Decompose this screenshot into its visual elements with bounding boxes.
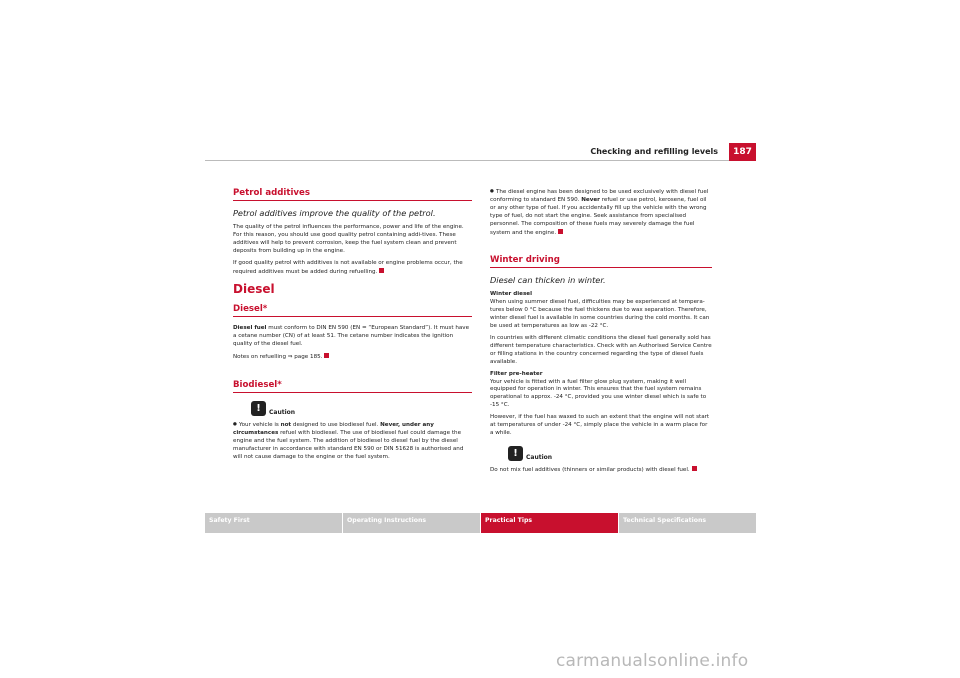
- watermark: carmanualsonline.info: [556, 651, 749, 671]
- section-heading-biodiesel: Biodiesel*: [233, 380, 472, 393]
- section-subheading-petrol-additives: Petrol additives improve the quality of the petrol.: [233, 208, 436, 218]
- section-heading-petrol-additives: Petrol additives: [233, 188, 472, 201]
- paragraph-filter-preheater: Filter pre-heater Your vehicle is fitted with a fuel filter glow plug system, making it well equipped for operation in winter. This ensures that the fuel system remains operational to approx. -24 °C, provided you use winter diesel which is safe to -15 °C.: [490, 370, 707, 409]
- section-heading-diesel: Diesel*: [233, 304, 472, 317]
- section-end-marker: [324, 353, 329, 358]
- right-column: [490, 188, 712, 479]
- paragraph-climate-conditions: In countries with different climatic conditions the diesel fuel generally sold has different temperature characteristics. Check with an Authorised Service Centre or filling stations in the country concerned regarding the type of diesel fuels available.: [490, 334, 712, 365]
- paragraph-refuelling-notes: Notes on refuelling ⇒ page 185.: [233, 353, 472, 362]
- footer-tab-technical-specifications[interactable]: Technical Specifications: [619, 513, 756, 533]
- section-end-marker: [558, 229, 563, 234]
- paragraph-diesel-fuel: Diesel fuel must conform to DIN EN 590 (EN = “European Standard”). It must have a cetane number (CN) of at least 51. The cetane number indicates the ignition quality of the diesel fuel.: [233, 325, 470, 348]
- chapter-heading-diesel: Diesel: [233, 282, 275, 297]
- page-number: 187: [729, 143, 756, 161]
- section-heading-winter-driving: Winter driving: [490, 255, 712, 268]
- section-end-marker: [692, 466, 697, 471]
- caution-block: [508, 446, 712, 461]
- caution-label: Caution: [269, 409, 296, 417]
- caution-icon: !: [508, 446, 523, 461]
- paragraph-additive-caution: Do not mix fuel additives (thinners or similar products) with diesel fuel.: [490, 466, 712, 475]
- section-subheading-winter-driving: Diesel can thicken in winter.: [490, 275, 606, 286]
- footer-tab-practical-tips[interactable]: Practical Tips: [481, 513, 618, 533]
- section-end-marker: [379, 268, 384, 273]
- page-header: [205, 143, 756, 161]
- paragraph-diesel-engine-note: ● The diesel engine has been designed to be used exclusively with diesel fuel conforming to standard EN 590. Never refuel or use petrol, kerosene, fuel oil or any other type of fuel. If you accidentally fill up the vehicle with the wrong type of fuel, do not start the engine. Seek assistance from specialised personnel. The composition of these fuels may severely damage the fuel system and the engine.: [490, 188, 712, 237]
- footer-tab-safety-first[interactable]: Safety First: [205, 513, 342, 533]
- caution-icon: !: [251, 401, 266, 416]
- paragraph-petrol-additives: If good quality petrol with additives is not available or engine problems occur, the required additives must be added during refuelling.: [233, 259, 463, 275]
- header-rule: [205, 160, 756, 161]
- header-title: Checking and refilling levels: [590, 147, 718, 156]
- paragraph-petrol-quality: The quality of the petrol influences the performance, power and life of the engine. For this reason, you should use good quality petrol containing addi-tives. These additives will help to prevent corrosion, keep the fuel system clean and prevent deposits from building up in the engine.: [233, 224, 464, 254]
- paragraph-winter-diesel: Winter diesel When using summer diesel fuel, difficulties may be experienced at tempera-tures below 0 °C because the fuel thickens due to wax separation. Therefore, winter diesel fuel is available in some countries during the cold months. It can be used at temperatures as low as -22 °C.: [490, 291, 710, 330]
- footer-tab-operating-instructions[interactable]: Operating Instructions: [343, 513, 480, 533]
- caution-block: [251, 401, 472, 416]
- footer-tabs: [205, 513, 756, 533]
- paragraph-waxed-fuel: However, if the fuel has waxed to such an extent that the engine will not start at temperatures of under -24 °C, simply place the vehicle in a warm place for a while.: [490, 414, 710, 436]
- left-column: [233, 188, 472, 466]
- paragraph-biodiesel-caution: ● Your vehicle is not designed to use biodiesel fuel. Never, under any circumstances refuel with biodiesel. The use of biodiesel fuel could damage the engine and the fuel system. The addition of biodiesel to diesel fuel by the diesel manufacturer in accordance with standard EN 590 or DIN 51628 is authorised and will not cause damage to the engine or the fuel system.: [233, 421, 472, 462]
- caution-label: Caution: [526, 453, 553, 461]
